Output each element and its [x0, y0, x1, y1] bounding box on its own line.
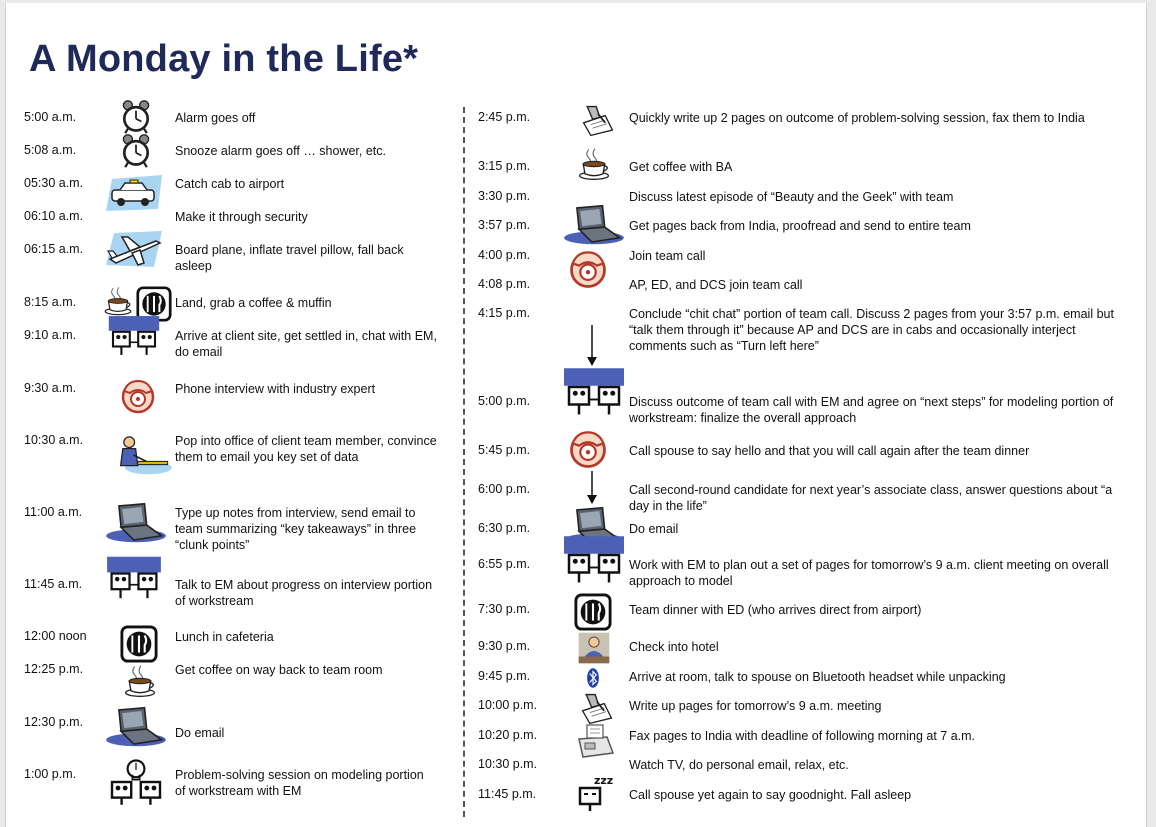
right-time-15: 10:00 p.m.: [478, 698, 538, 712]
telephone-icon: [566, 427, 610, 473]
right-time-8: 5:45 p.m.: [478, 443, 531, 457]
right-time-3: 3:57 p.m.: [478, 218, 531, 232]
left-time-11: 12:00 noon: [24, 629, 87, 643]
meeting-people-icon: [106, 551, 162, 605]
airplane-icon: [104, 227, 164, 271]
right-time-9: 6:00 p.m.: [478, 482, 531, 496]
meeting-people-icon: [562, 367, 626, 417]
right-time-11: 6:55 p.m.: [478, 557, 531, 571]
arrow-down-icon: [586, 471, 598, 505]
left-time-0: 5:00 a.m.: [24, 110, 77, 124]
right-activity-3: Get pages back from India, proofread and send to entire team: [629, 219, 971, 233]
right-time-17: 10:30 p.m.: [478, 757, 538, 771]
right-activity-14: Arrive at room, talk to spouse on Bluetooth headset while unpacking: [629, 670, 1006, 684]
lightbulb-meeting-icon: [106, 757, 166, 807]
left-activity-2: Catch cab to airport: [175, 177, 285, 191]
right-activity-18: Call spouse yet again to say goodnight. Fall asleep: [629, 788, 912, 802]
meeting-people-icon: [562, 535, 626, 585]
telephone-icon: [118, 377, 158, 417]
right-activity-0: Quickly write up 2 pages on outcome of problem-solving session, fax them to India: [629, 111, 1085, 125]
left-activity-1: Snooze alarm goes off … shower, etc.: [175, 144, 386, 158]
left-activity-14: Problem-solving session on modeling portion of workstream with EM: [175, 768, 424, 798]
right-time-4: 4:00 p.m.: [478, 248, 531, 262]
right-time-18: 11:45 p.m.: [478, 787, 537, 801]
left-activity-13: Do email: [175, 726, 225, 740]
hotel-clerk-icon: [576, 631, 612, 665]
left-time-4: 06:15 a.m.: [24, 242, 84, 256]
coffee-cup-icon: [102, 285, 134, 317]
right-time-14: 9:45 p.m.: [478, 669, 531, 683]
page-title: A Monday in the Life*: [29, 38, 419, 80]
right-activity-7: Discuss outcome of team call with EM and agree on “next steps” for modeling portion of workstream: finalize the overall approach: [629, 395, 1114, 425]
right-activity-13: Check into hotel: [629, 640, 719, 654]
alarm-clock-icon: [118, 133, 154, 169]
left-activity-3: Make it through security: [175, 210, 308, 224]
laptop-icon: [562, 203, 626, 247]
left-activity-5: Land, grab a coffee & muffin: [175, 296, 332, 310]
right-time-1: 3:15 p.m.: [478, 159, 531, 173]
left-activity-0: Alarm goes off: [175, 111, 256, 125]
left-activity-11: Lunch in cafeteria: [175, 630, 274, 644]
left-time-7: 9:30 a.m.: [24, 381, 77, 395]
arrow-down-icon: [586, 325, 598, 367]
right-time-7: 5:00 p.m.: [478, 394, 531, 408]
writing-hand-icon: [578, 103, 618, 139]
right-time-12: 7:30 p.m.: [478, 602, 531, 616]
slide-page: [5, 3, 1147, 827]
right-time-0: 2:45 p.m.: [478, 110, 531, 124]
right-time-16: 10:20 p.m.: [478, 728, 538, 742]
sleeping-person-icon: [574, 771, 614, 813]
left-activity-12: Get coffee on way back to team room: [175, 663, 383, 677]
right-activity-16: Fax pages to India with deadline of following morning at 7 a.m.: [629, 729, 976, 743]
right-activity-1: Get coffee with BA: [629, 160, 733, 174]
left-activity-9: Type up notes from interview, send email to team summarizing “key takeaways” in three “clunk points”: [175, 506, 417, 552]
right-activity-6: Conclude “chit chat” portion of team call. Discuss 2 pages from your 3:57 p.m. email but “talk them through it” because AP and DCS are in cabs and occasionally interject comments such as “Turn left here”: [629, 307, 1114, 353]
right-activity-2: Discuss latest episode of “Beauty and the Geek” with team: [629, 190, 954, 204]
left-activity-4: Board plane, inflate travel pillow, fall back asleep: [175, 243, 404, 273]
person-at-desk-icon: [110, 433, 174, 477]
laptop-icon: [104, 705, 168, 749]
laptop-icon: [104, 501, 168, 545]
right-activity-10: Do email: [629, 522, 679, 536]
left-activity-8: Pop into office of client team member, convince them to email you key set of data: [175, 434, 437, 464]
left-time-3: 06:10 a.m.: [24, 209, 84, 223]
right-time-2: 3:30 p.m.: [478, 189, 531, 203]
right-time-10: 6:30 p.m.: [478, 521, 531, 535]
right-activity-15: Write up pages for tomorrow’s 9 a.m. meeting: [629, 699, 882, 713]
right-time-13: 9:30 p.m.: [478, 639, 531, 653]
left-activity-10: Talk to EM about progress on interview portion of workstream: [175, 578, 433, 608]
left-activity-6: Arrive at client site, get settled in, chat with EM, do email: [175, 329, 437, 359]
left-time-5: 8:15 a.m.: [24, 295, 77, 309]
dining-utensils-icon: [574, 593, 612, 631]
fax-machine-icon: [574, 721, 616, 761]
right-activity-12: Team dinner with ED (who arrives direct from airport): [629, 603, 922, 617]
right-time-6: 4:15 p.m.: [478, 306, 531, 320]
right-activity-4: Join team call: [629, 249, 706, 263]
meeting-people-icon: [106, 315, 162, 357]
right-activity-5: AP, ED, and DCS join team call: [629, 278, 803, 292]
right-activity-17: Watch TV, do personal email, relax, etc.: [629, 758, 849, 772]
left-time-12: 12:25 p.m.: [24, 662, 84, 676]
left-time-8: 10:30 a.m.: [24, 433, 84, 447]
bluetooth-icon: [580, 665, 606, 691]
alarm-clock-icon: [118, 99, 154, 135]
coffee-cup-icon: [576, 145, 612, 183]
left-activity-7: Phone interview with industry expert: [175, 382, 376, 396]
left-time-1: 5:08 a.m.: [24, 143, 77, 157]
left-time-2: 05:30 a.m.: [24, 176, 84, 190]
dining-utensils-icon: [120, 625, 158, 663]
left-time-9: 11:00 a.m.: [24, 505, 83, 519]
right-activity-11: Work with EM to plan out a set of pages for tomorrow’s 9 a.m. client meeting on overall approach to model: [629, 558, 1109, 588]
left-time-6: 9:10 a.m.: [24, 328, 77, 342]
telephone-icon: [566, 247, 610, 293]
coffee-cup-icon: [122, 663, 158, 699]
column-divider: [463, 107, 465, 817]
taxi-icon: [104, 173, 164, 213]
right-activity-8: Call spouse to say hello and that you will call again after the team dinner: [629, 444, 1030, 458]
left-time-10: 11:45 a.m.: [24, 577, 83, 591]
left-time-14: 1:00 p.m.: [24, 767, 77, 781]
right-time-5: 4:08 p.m.: [478, 277, 531, 291]
right-activity-9: Call second-round candidate for next year’s associate class, answer questions about “a day in the life”: [629, 483, 1113, 513]
left-time-13: 12:30 p.m.: [24, 715, 84, 729]
